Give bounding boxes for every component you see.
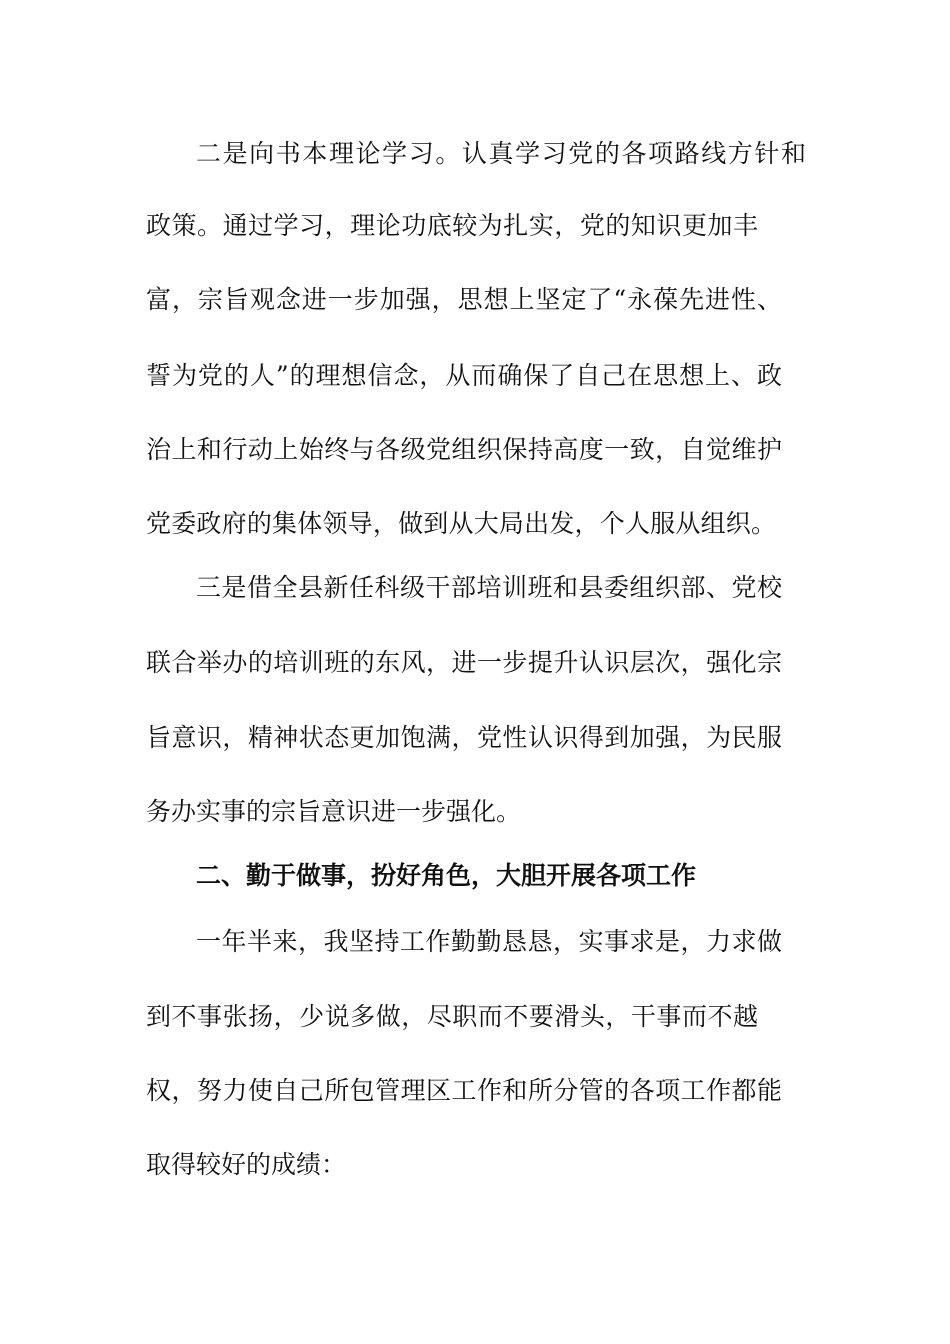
paragraph-line: 取得较好的成绩： (146, 1150, 347, 1179)
paragraph-line: 富，宗旨观念进一步加强，思想上坚定了“永葆先进性、 (146, 285, 782, 314)
paragraph-line: 二是向书本理论学习。认真学习党的各项路线方针和 (196, 139, 806, 168)
paragraph-line: 治上和行动上始终与各级党组织保持高度一致，自觉维护 (146, 435, 782, 464)
paragraph-line: 到不事张扬，少说多做，尽职而不要滑头，干事而不越 (146, 1002, 758, 1031)
paragraph-line: 联合举办的培训班的东风，进一步提升认识层次，强化宗 (146, 648, 782, 677)
paragraph-line: 一年半来，我坚持工作勤勤恳恳，实事求是，力求做 (196, 927, 782, 956)
paragraph-line: 政策。通过学习，理论功底较为扎实，党的知识更加丰 (146, 211, 758, 240)
paragraph-line: 誓为党的人”的理想信念，从而确保了自己在思想上、政 (146, 361, 782, 390)
section-heading: 二、勤于做事，扮好角色，大胆开展各项工作 (196, 861, 697, 890)
paragraph-line: 务办实事的宗旨意识进一步强化。 (146, 797, 522, 826)
paragraph-line: 旨意识，精神状态更加饱满，党性认识得到加强，为民服 (146, 723, 782, 752)
paragraph-line: 三是借全县新任科级干部培训班和县委组织部、党校 (196, 573, 782, 602)
paragraph-line: 党委政府的集体领导，做到从大局出发，个人服从组织。 (146, 509, 776, 538)
paragraph-line: 权，努力使自己所包管理区工作和所分管的各项工作都能 (146, 1076, 782, 1105)
